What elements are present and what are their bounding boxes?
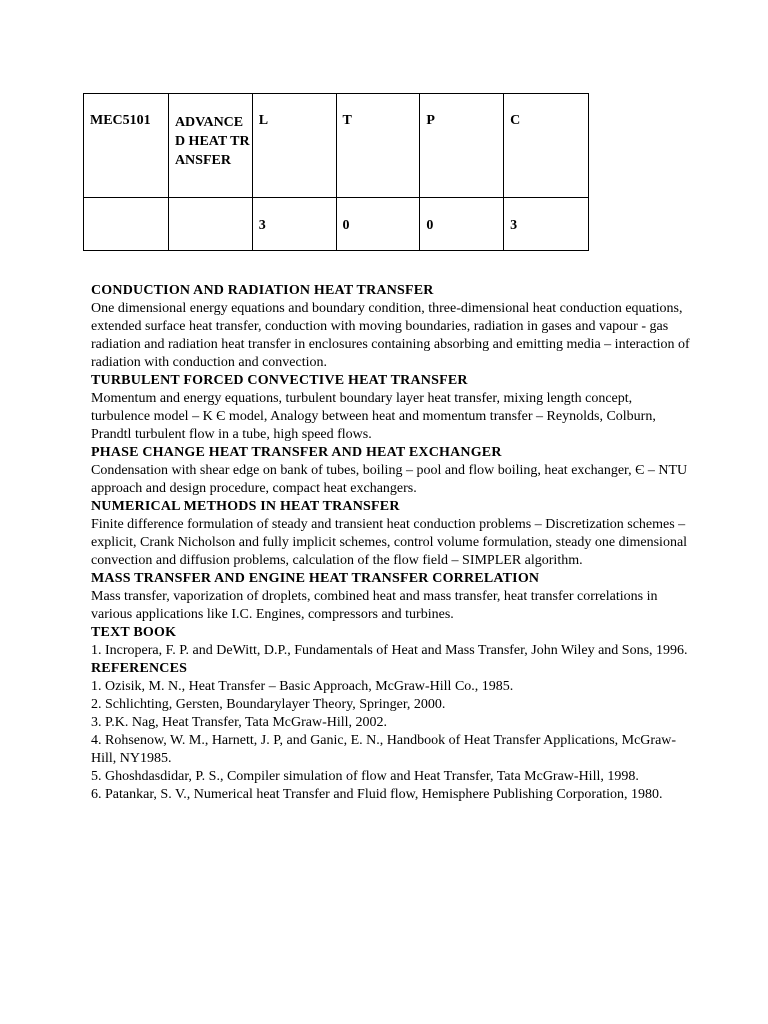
section-heading: TURBULENT FORCED CONVECTIVE HEAT TRANSFER	[91, 373, 468, 388]
tutorial-value: 0	[336, 198, 420, 251]
lecture-value: 3	[252, 198, 336, 251]
syllabus-content	[91, 282, 691, 804]
text-book-heading: TEXT BOOK	[91, 625, 177, 640]
section-body: Mass transfer, vaporization of droplets, combined heat and mass transfer, heat transfer correlations in various applications like I.C. Engines, compressors and turbines.	[91, 589, 658, 622]
section-body: Finite difference formulation of steady and transient heat conduction problems – Discretization schemes – explicit, Crank Nicholson and fully implicit schemes, control volume formulation, steady one dimensional convection and diffusion problems, calculation of the flow field – SIMPLER algorithm.	[91, 517, 688, 568]
section-heading: NUMERICAL METHODS IN HEAT TRANSFER	[91, 499, 400, 514]
text-book-item: 1. Incropera, F. P. and DeWitt, D.P., Fundamentals of Heat and Mass Transfer, John Wiley and Sons, 1996.	[91, 643, 688, 658]
text-book-list	[91, 642, 691, 660]
reference-item: 3. P.K. Nag, Heat Transfer, Tata McGraw-Hill, 2002.	[91, 715, 388, 730]
section-body: Condensation with shear edge on bank of tubes, boiling – pool and flow boiling, heat exchanger, Є – NTU approach and design procedure, compact heat exchangers.	[91, 463, 688, 496]
course-code: MEC5101	[84, 94, 169, 198]
reference-item: 1. Ozisik, M. N., Heat Transfer – Basic Approach, McGraw-Hill Co., 1985.	[91, 679, 514, 694]
section-body: Momentum and energy equations, turbulent boundary layer heat transfer, mixing length concept, turbulence model – K Є model, Analogy between heat and momentum transfer – Reynolds, Colburn, Prandtl turbulent flow in a tube, high speed flows.	[91, 391, 656, 442]
tutorial-header: T	[336, 94, 420, 198]
practical-value: 0	[420, 198, 504, 251]
course-table-values-row	[84, 198, 589, 251]
credits-header: C	[504, 94, 589, 198]
course-table-header-row	[84, 94, 589, 198]
reference-item: 5. Ghoshdasdidar, P. S., Compiler simulation of flow and Heat Transfer, Tata McGraw-Hill, 1998.	[91, 769, 639, 784]
empty-cell	[168, 198, 252, 251]
references-heading: REFERENCES	[91, 661, 188, 676]
section-heading: CONDUCTION AND RADIATION HEAT TRANSFER	[91, 283, 434, 298]
course-table	[83, 93, 589, 251]
section-heading: PHASE CHANGE HEAT TRANSFER AND HEAT EXCHANGER	[91, 445, 502, 460]
references-list	[91, 678, 691, 804]
course-title: ADVANCED HEAT TRANSFER	[168, 94, 252, 198]
credits-value: 3	[504, 198, 589, 251]
reference-item: 6. Patankar, S. V., Numerical heat Transfer and Fluid flow, Hemisphere Publishing Corporation, 1980.	[91, 787, 663, 802]
reference-item: 4. Rohsenow, W. M., Harnett, J. P, and Ganic, E. N., Handbook of Heat Transfer Applications, McGraw-Hill, NY1985.	[91, 733, 677, 766]
practical-header: P	[420, 94, 504, 198]
section-body: One dimensional energy equations and boundary condition, three-dimensional heat conduction equations, extended surface heat transfer, conduction with moving boundaries, radiation in gases and vapour - gas radiation and radiation heat transfer in enclosures containing absorbing and emitting media – interaction of radiation with conduction and convection.	[91, 301, 690, 370]
section-heading: MASS TRANSFER AND ENGINE HEAT TRANSFER CORRELATION	[91, 571, 540, 586]
lecture-header: L	[252, 94, 336, 198]
reference-item: 2. Schlichting, Gersten, Boundarylayer Theory, Springer, 2000.	[91, 697, 446, 712]
empty-cell	[84, 198, 169, 251]
